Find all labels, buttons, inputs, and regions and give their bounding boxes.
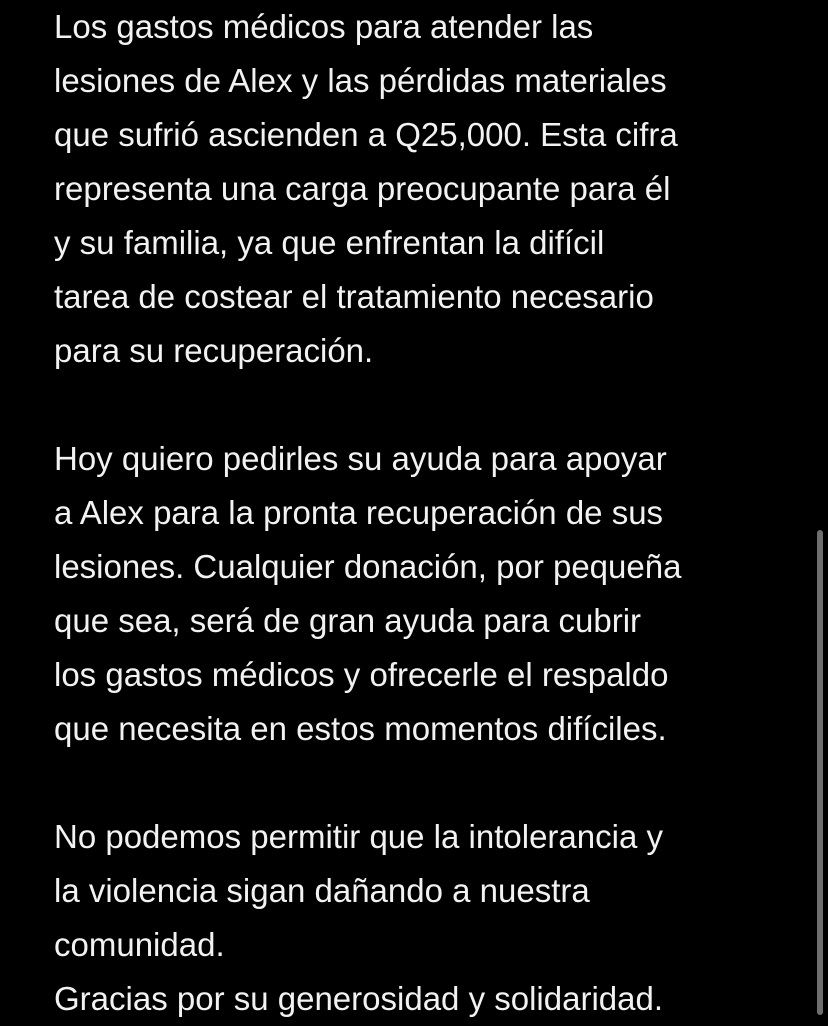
note-text-body[interactable] <box>54 0 794 1026</box>
paragraph-spacer <box>54 756 794 810</box>
text-line: los gastos médicos y ofrecerle el respaldo <box>54 656 669 693</box>
paragraph-medical-costs <box>54 0 794 378</box>
text-line: la violencia sigan dañando a nuestra <box>54 872 590 909</box>
text-line: a Alex para la pronta recuperación de sus <box>54 494 664 531</box>
text-line: y su familia, ya que enfrentan la difícil <box>54 224 605 261</box>
paragraph-spacer <box>54 378 794 432</box>
text-line: comunidad. <box>54 926 225 963</box>
text-line: representa una carga preocupante para él <box>54 170 671 207</box>
text-line: Gracias por su generosidad y solidaridad. <box>54 980 664 1017</box>
paragraph-donation-request <box>54 432 794 756</box>
vertical-scrollbar[interactable] <box>817 530 823 1015</box>
text-line: Los gastos médicos para atender las <box>54 8 594 45</box>
text-line: que sufrió ascienden a Q25,000. Esta cifra <box>54 116 678 153</box>
text-line: lesiones de Alex y las pérdidas materiales <box>54 62 667 99</box>
text-line: Hoy quiero pedirles su ayuda para apoyar <box>54 440 667 477</box>
text-line: tarea de costear el tratamiento necesario <box>54 278 654 315</box>
text-line: que necesita en estos momentos difíciles. <box>54 710 667 747</box>
paragraph-closing <box>54 810 794 1026</box>
text-line: para su recuperación. <box>54 332 374 369</box>
text-line: lesiones. Cualquier donación, por pequeña <box>54 548 682 585</box>
text-line: No podemos permitir que la intolerancia y <box>54 818 663 855</box>
text-line: que sea, será de gran ayuda para cubrir <box>54 602 642 639</box>
